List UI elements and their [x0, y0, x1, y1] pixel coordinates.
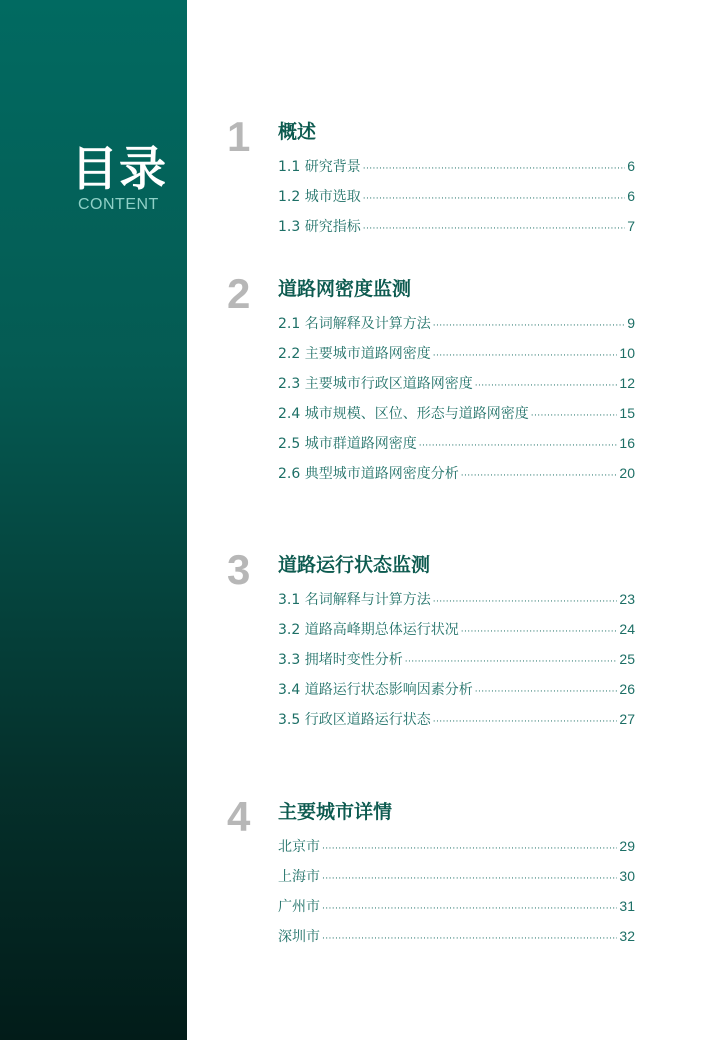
- entry-page: 32: [619, 928, 635, 944]
- toc-entry[interactable]: [278, 644, 635, 674]
- section-title[interactable]: 概述: [278, 121, 317, 143]
- dot-leader: [433, 311, 625, 341]
- dot-leader: [433, 707, 618, 737]
- section-number: 3: [227, 546, 251, 593]
- entry-page: 27: [619, 711, 635, 727]
- dot-leader: [461, 617, 618, 647]
- entry-label: 3.4 道路运行状态影响因素分析: [278, 682, 473, 698]
- dot-leader: [405, 647, 618, 677]
- entry-page: 6: [627, 158, 635, 174]
- entry-label: 3.5 行政区道路运行状态: [278, 712, 431, 728]
- toc-entry[interactable]: [278, 428, 635, 458]
- dot-leader: [322, 894, 617, 924]
- dot-leader: [461, 461, 618, 491]
- dot-leader: [531, 401, 618, 431]
- entry-label: 3.3 拥堵时变性分析: [278, 652, 403, 668]
- dot-leader: [322, 924, 617, 954]
- section-entries: [278, 831, 635, 951]
- dot-leader: [475, 677, 618, 707]
- entry-label: 2.5 城市群道路网密度: [278, 436, 417, 452]
- section-title[interactable]: 主要城市详情: [278, 801, 393, 823]
- section-entries: [278, 151, 635, 241]
- toc-entry[interactable]: [278, 338, 635, 368]
- entry-label: 2.4 城市规模、区位、形态与道路网密度: [278, 406, 529, 422]
- toc-subtitle: CONTENT: [78, 196, 159, 213]
- entry-page: 16: [619, 435, 635, 451]
- toc-entry[interactable]: [278, 398, 635, 428]
- entry-label: 深圳市: [278, 929, 320, 945]
- entry-page: 24: [619, 621, 635, 637]
- toc-entry[interactable]: [278, 308, 635, 338]
- section-entries: [278, 584, 635, 734]
- entry-page: 7: [627, 218, 635, 234]
- entry-page: 30: [619, 868, 635, 884]
- entry-page: 10: [619, 345, 635, 361]
- dot-leader: [322, 834, 617, 864]
- entry-label: 2.6 典型城市道路网密度分析: [278, 466, 459, 482]
- entry-page: 9: [627, 315, 635, 331]
- entry-label: 2.1 名词解释及计算方法: [278, 316, 431, 332]
- dot-leader: [419, 431, 618, 461]
- dot-leader: [363, 184, 625, 214]
- entry-page: 29: [619, 838, 635, 854]
- entry-page: 25: [619, 651, 635, 667]
- toc-entry[interactable]: [278, 151, 635, 181]
- section-entries: [278, 308, 635, 488]
- toc-entry[interactable]: [278, 181, 635, 211]
- toc-entry[interactable]: [278, 211, 635, 241]
- toc-entry[interactable]: [278, 891, 635, 921]
- entry-label: 2.3 主要城市行政区道路网密度: [278, 376, 473, 392]
- entry-page: 20: [619, 465, 635, 481]
- entry-page: 26: [619, 681, 635, 697]
- entry-page: 15: [619, 405, 635, 421]
- toc-entry[interactable]: [278, 674, 635, 704]
- dot-leader: [322, 864, 617, 894]
- toc-entry[interactable]: [278, 458, 635, 488]
- toc-entry[interactable]: [278, 921, 635, 951]
- toc-entry[interactable]: [278, 584, 635, 614]
- entry-page: 31: [619, 898, 635, 914]
- entry-page: 12: [619, 375, 635, 391]
- section-number: 4: [227, 793, 251, 840]
- entry-label: 广州市: [278, 899, 320, 915]
- entry-label: 北京市: [278, 839, 320, 855]
- toc-entry[interactable]: [278, 614, 635, 644]
- toc-entry[interactable]: [278, 368, 635, 398]
- entry-label: 3.1 名词解释与计算方法: [278, 592, 431, 608]
- section-title[interactable]: 道路运行状态监测: [278, 554, 431, 576]
- dot-leader: [475, 371, 618, 401]
- entry-label: 上海市: [278, 869, 320, 885]
- entry-label: 1.2 城市选取: [278, 189, 361, 205]
- entry-page: 23: [619, 591, 635, 607]
- section-number: 1: [227, 113, 251, 160]
- entry-label: 3.2 道路高峰期总体运行状况: [278, 622, 459, 638]
- toc-entry[interactable]: [278, 704, 635, 734]
- entry-page: 6: [627, 188, 635, 204]
- toc-entry[interactable]: [278, 861, 635, 891]
- toc-title: 目录: [71, 142, 167, 197]
- dot-leader: [433, 341, 618, 371]
- dot-leader: [363, 214, 625, 244]
- entry-label: 1.1 研究背景: [278, 159, 361, 175]
- entry-label: 1.3 研究指标: [278, 219, 361, 235]
- toc-entry[interactable]: [278, 831, 635, 861]
- section-title[interactable]: 道路网密度监测: [278, 278, 412, 300]
- sidebar: [0, 0, 187, 1040]
- dot-leader: [363, 154, 625, 184]
- entry-label: 2.2 主要城市道路网密度: [278, 346, 431, 362]
- dot-leader: [433, 587, 618, 617]
- section-number: 2: [227, 270, 251, 317]
